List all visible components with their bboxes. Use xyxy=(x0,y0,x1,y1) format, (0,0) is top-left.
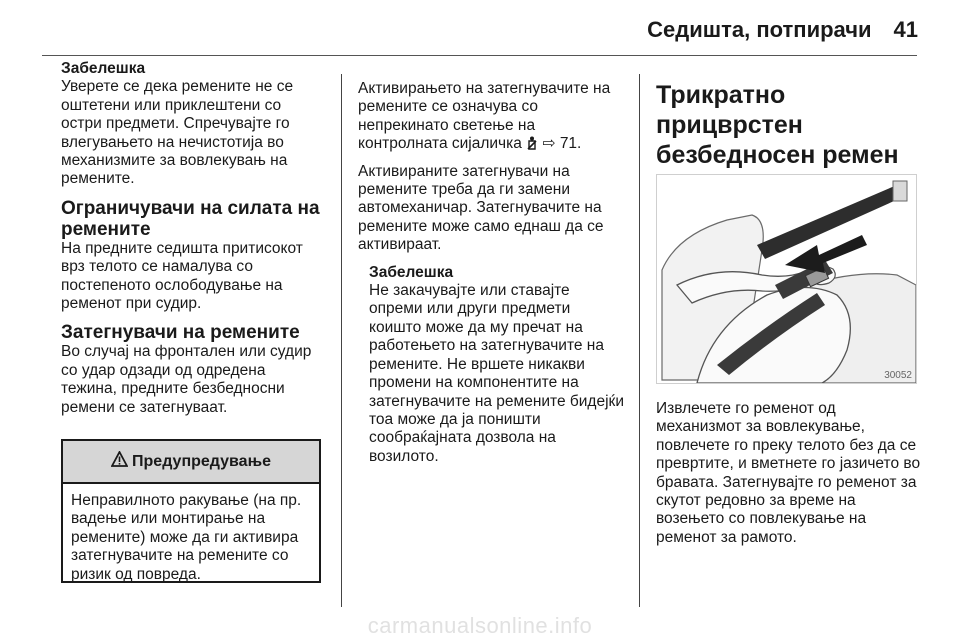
note-text-middle: Не закачувајте или ставајте опреми или други предмети коишто може да му пречат на работењето на затегнувачите на ремените. Не вршете никакви промени на компонентите на затегнувачите на ремените бидејќи тоа може да ја поништи сообраќајната дозвола на возилото. xyxy=(369,282,624,465)
section-heading-pretensioners: Затегнувачи на ремените xyxy=(61,322,300,344)
section-text-force-limiters: На предните седишта притисокот врз телото се намалува со постепеното ослободување на ременот при судир. xyxy=(61,239,303,313)
activation-paragraph xyxy=(358,80,624,156)
column-left xyxy=(61,60,323,417)
warning-text: Неправилното ракување (на пр. вадење или монтирање на ремените) може да ги активира затегнувачите на ремените со ризик од повреда. xyxy=(71,492,302,583)
fastening-instructions: Извлечете го ременот од механизмот за вовлекување, повлечете го преку телото без да се превртите, и вметнете го јазичето во бравата. Затегнувајте го ременот за скутот редовно за време на возењето со повлекување на ременот за рамото. xyxy=(656,400,921,546)
column-divider-1 xyxy=(341,74,342,607)
page-reference-arrow-icon: ⇨ xyxy=(542,135,556,153)
activation-text: Активирањето на затегнувачите на ремените се означува со непрекинато светење на контролната сијаличка xyxy=(358,80,611,153)
section-text-pretensioners: Во случај на фронтален или судир со удар одзади од одредена тежина, предните безбедносни ремени се затегнуваат. xyxy=(61,343,312,416)
page-header xyxy=(647,17,918,45)
column-middle xyxy=(358,80,624,466)
warning-triangle-icon xyxy=(111,451,128,472)
page-reference: 71. xyxy=(559,135,582,153)
warning-title: Предупредување xyxy=(132,452,271,470)
three-point-belt-heading: Трикратно прицврстен безбедносен ремен xyxy=(656,81,899,169)
fastening-text-block xyxy=(656,400,922,547)
note-title: Забелешка xyxy=(61,60,146,77)
note-title-middle: Забелешка xyxy=(369,263,454,281)
note-text: Уверете се дека ремените не се оштетени или приклештени со остри предмети. Спречувајте го влегувањето на нечистотија во механизмите за вовлекувањ на ремените. xyxy=(61,78,294,188)
note-block-middle xyxy=(369,264,624,466)
header-rule xyxy=(42,55,917,56)
figure-number: 30052 xyxy=(884,370,912,381)
seatbelt-illustration xyxy=(656,174,917,384)
warning-box xyxy=(61,439,321,583)
page-number: 41 xyxy=(893,17,918,42)
column-divider-2 xyxy=(639,74,640,607)
section-heading-force-limiters: Ограничувачи на силата на ремените xyxy=(61,197,320,240)
warning-header xyxy=(63,441,319,484)
seatbelt-warning-lamp-icon xyxy=(526,136,538,155)
seatbelt-drawing xyxy=(657,175,916,383)
watermark: carmanualsonline.info xyxy=(367,613,593,638)
header-title: Седишта, потпирачи xyxy=(647,17,872,42)
replacement-paragraph: Активираните затегнувачи на ремените треба да ги замени автомеханичар. Затегнувачите на ремените може само еднаш да се активираат. xyxy=(358,162,604,254)
